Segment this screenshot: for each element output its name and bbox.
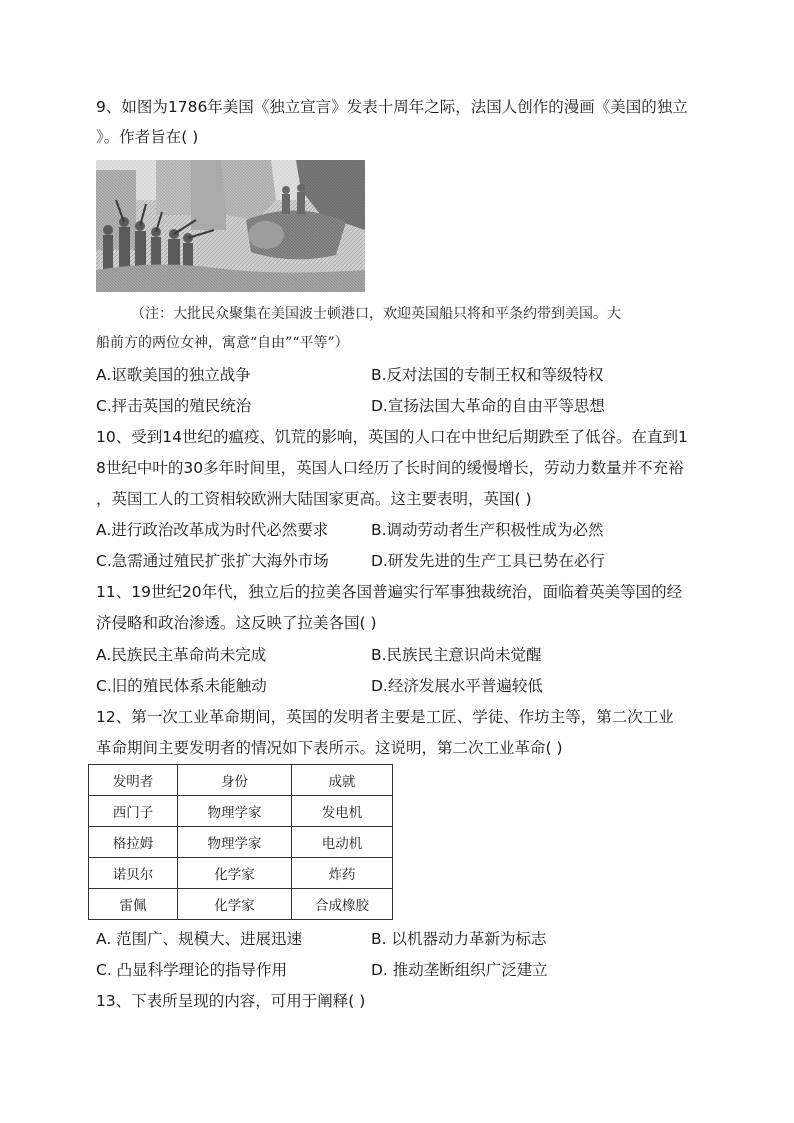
q10-stem-line3: ，英国工人的工资相较欧洲大陆国家更高。这主要表明，英国( ) — [96, 490, 532, 508]
q12-stem-line1: 12、第一次工业革命期间，英国的发明者主要是工匠、学徒、作坊主等，第二次工业 — [96, 708, 674, 726]
q11-stem-line2: 济侵略和政治渗透。这反映了拉美各国( ) — [96, 614, 377, 632]
q12-inventors-table — [88, 764, 393, 920]
cartoon-engraving-illustration — [96, 160, 365, 292]
table-cell: 化学家 — [178, 858, 292, 889]
table-cell: 电动机 — [292, 827, 393, 858]
q13-stem-line1: 13、下表所呈现的内容，可用于阐释( ) — [96, 992, 366, 1010]
q9-option-a[interactable]: A.讴歌美国的独立战争 — [96, 366, 251, 384]
table-cell: 格拉姆 — [89, 827, 178, 858]
q12-option-a[interactable]: A. 范围广、规模大、进展迅速 — [96, 930, 303, 948]
table-cell: 物理学家 — [178, 796, 292, 827]
q10-option-c[interactable]: C.急需通过殖民扩张扩大海外市场 — [96, 552, 329, 570]
table-row — [89, 889, 393, 920]
q10-option-d[interactable]: D.研发先进的生产工具已势在必行 — [371, 552, 605, 570]
q9-note-line1: （注：大批民众聚集在美国波士顿港口，欢迎英国船只将和平条约带到美国。大 — [131, 306, 621, 322]
table-cell: 炸药 — [292, 858, 393, 889]
table-header-cell: 身份 — [178, 765, 292, 796]
q11-option-a[interactable]: A.民族民主革命尚未完成 — [96, 646, 267, 664]
table-cell: 诺贝尔 — [89, 858, 178, 889]
q11-stem-line1: 11、19世纪20年代，独立后的拉美各国普遍实行军事独裁统治，面临着英美等国的经 — [96, 583, 683, 601]
table-cell: 雷佩 — [89, 889, 178, 920]
q11-option-b[interactable]: B.民族民主意识尚未觉醒 — [371, 646, 542, 664]
table-row — [89, 827, 393, 858]
table-row — [89, 858, 393, 889]
q9-stem-line2: 》。作者旨在( ) — [96, 128, 199, 146]
q12-option-b[interactable]: B. 以机器动力革新为标志 — [371, 930, 547, 948]
q9-cartoon-image — [96, 160, 365, 292]
q10-option-a[interactable]: A.进行政治改革成为时代必然要求 — [96, 521, 329, 539]
table-cell: 合成橡胶 — [292, 889, 393, 920]
q12-option-c[interactable]: C. 凸显科学理论的指导作用 — [96, 961, 288, 979]
table-header-cell: 发明者 — [89, 765, 178, 796]
q11-option-c[interactable]: C.旧的殖民体系未能触动 — [96, 677, 267, 695]
table-header-cell: 成就 — [292, 765, 393, 796]
table-row — [89, 796, 393, 827]
q9-note-line2: 船前方的两位女神，寓意“自由”“平等”） — [96, 335, 349, 351]
q11-option-d[interactable]: D.经济发展水平普遍较低 — [371, 677, 543, 695]
table-cell: 西门子 — [89, 796, 178, 827]
q9-stem-line1: 9、如图为1786年美国《独立宣言》发表十周年之际，法国人创作的漫画《美国的独立 — [96, 98, 688, 116]
table-cell: 化学家 — [178, 889, 292, 920]
table-cell: 物理学家 — [178, 827, 292, 858]
q12-stem-line2: 革命期间主要发明者的情况如下表所示。这说明，第二次工业革命( ) — [96, 739, 563, 757]
q10-stem-line2: 8世纪中叶的30多年时间里，英国人口经历了长时间的缓慢增长，劳动力数量并不充裕 — [96, 459, 684, 477]
q9-option-d[interactable]: D.宣扬法国大革命的自由平等思想 — [371, 397, 605, 415]
q9-option-b[interactable]: B.反对法国的专制王权和等级特权 — [371, 366, 604, 384]
table-cell: 发电机 — [292, 796, 393, 827]
q12-option-d[interactable]: D. 推动垄断组织广泛建立 — [371, 961, 548, 979]
q9-option-c[interactable]: C.抨击英国的殖民统治 — [96, 397, 252, 415]
q10-option-b[interactable]: B.调动劳动者生产积极性成为必然 — [371, 521, 604, 539]
q10-stem-line1: 10、受到14世纪的瘟疫、饥荒的影响，英国的人口在中世纪后期跌至了低谷。在直到1 — [96, 428, 688, 446]
table-header-row — [89, 765, 393, 796]
